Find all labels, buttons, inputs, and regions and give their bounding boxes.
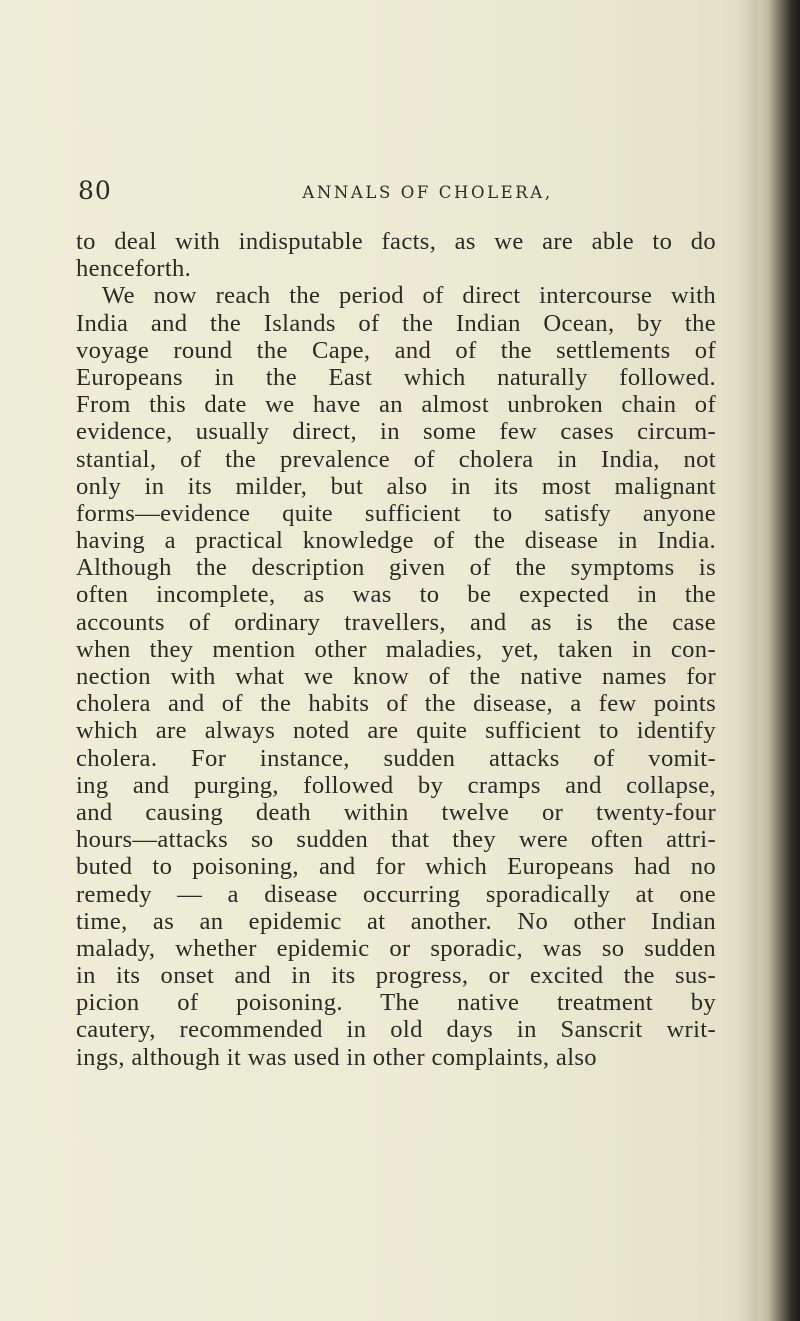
- text-line: to deal with indisputable facts, as we are able to do: [76, 228, 716, 255]
- text-line: henceforth.: [76, 255, 192, 283]
- text-line: only in its milder, but also in its most malignant: [76, 472, 716, 500]
- text-line: Although the description given of the symptoms is: [76, 554, 716, 582]
- page-number: 80: [78, 176, 112, 205]
- body-text: [76, 228, 716, 1071]
- text-line: forms—evidence quite sufficient to satisfy anyone: [76, 499, 716, 527]
- text-line: From this date we have an almost unbroken chain of: [76, 391, 716, 419]
- text-line: We now reach the period of direct intercourse with: [102, 282, 716, 310]
- text-line: nection with what we know of the native names for: [76, 663, 716, 690]
- text-line: evidence, usually direct, in some few cases circum-: [76, 418, 716, 446]
- text-line: cholera and of the habits of the disease, a few points: [76, 690, 716, 718]
- text-line: accounts of ordinary travellers, and as is the case: [76, 608, 716, 636]
- text-line: time, as an epidemic at another. No other Indian: [76, 907, 716, 935]
- text-line: buted to poisoning, and for which Europeans had no: [76, 853, 716, 881]
- text-line: in its onset and in its progress, or excited the sus-: [76, 962, 716, 990]
- text-line: often incomplete, as was to be expected in the: [76, 581, 716, 609]
- text-line: Europeans in the East which naturally followed.: [76, 363, 716, 391]
- text-line: hours—attacks so sudden that they were often attri-: [76, 826, 716, 854]
- running-head: ANNALS OF CHOLERA,: [302, 183, 553, 202]
- text-line: India and the Islands of the Indian Ocean, by the: [76, 309, 716, 337]
- text-line: voyage round the Cape, and of the settlements of: [76, 336, 716, 364]
- text-line: ing and purging, followed by cramps and collapse,: [76, 771, 716, 799]
- text-line: remedy — a disease occurring sporadically at one: [76, 880, 716, 908]
- text-line: ings, although it was used in other complaints, also: [76, 1043, 597, 1071]
- text-line: having a practical knowledge of the disease in India.: [76, 527, 716, 555]
- text-line: malady, whether epidemic or sporadic, was so sudden: [76, 934, 716, 962]
- text-line: when they mention other maladies, yet, taken in con-: [76, 635, 716, 663]
- text-line: stantial, of the prevalence of cholera in India, not: [76, 445, 716, 473]
- text-line: cautery, recommended in old days in Sanscrit writ-: [76, 1016, 716, 1044]
- text-line: picion of poisoning. The native treatment by: [76, 989, 716, 1017]
- text-line: cholera. For instance, sudden attacks of vomit-: [76, 744, 716, 772]
- text-line: which are always noted are quite sufficient to identify: [76, 717, 716, 745]
- text-line: and causing death within twelve or twenty-four: [76, 798, 716, 826]
